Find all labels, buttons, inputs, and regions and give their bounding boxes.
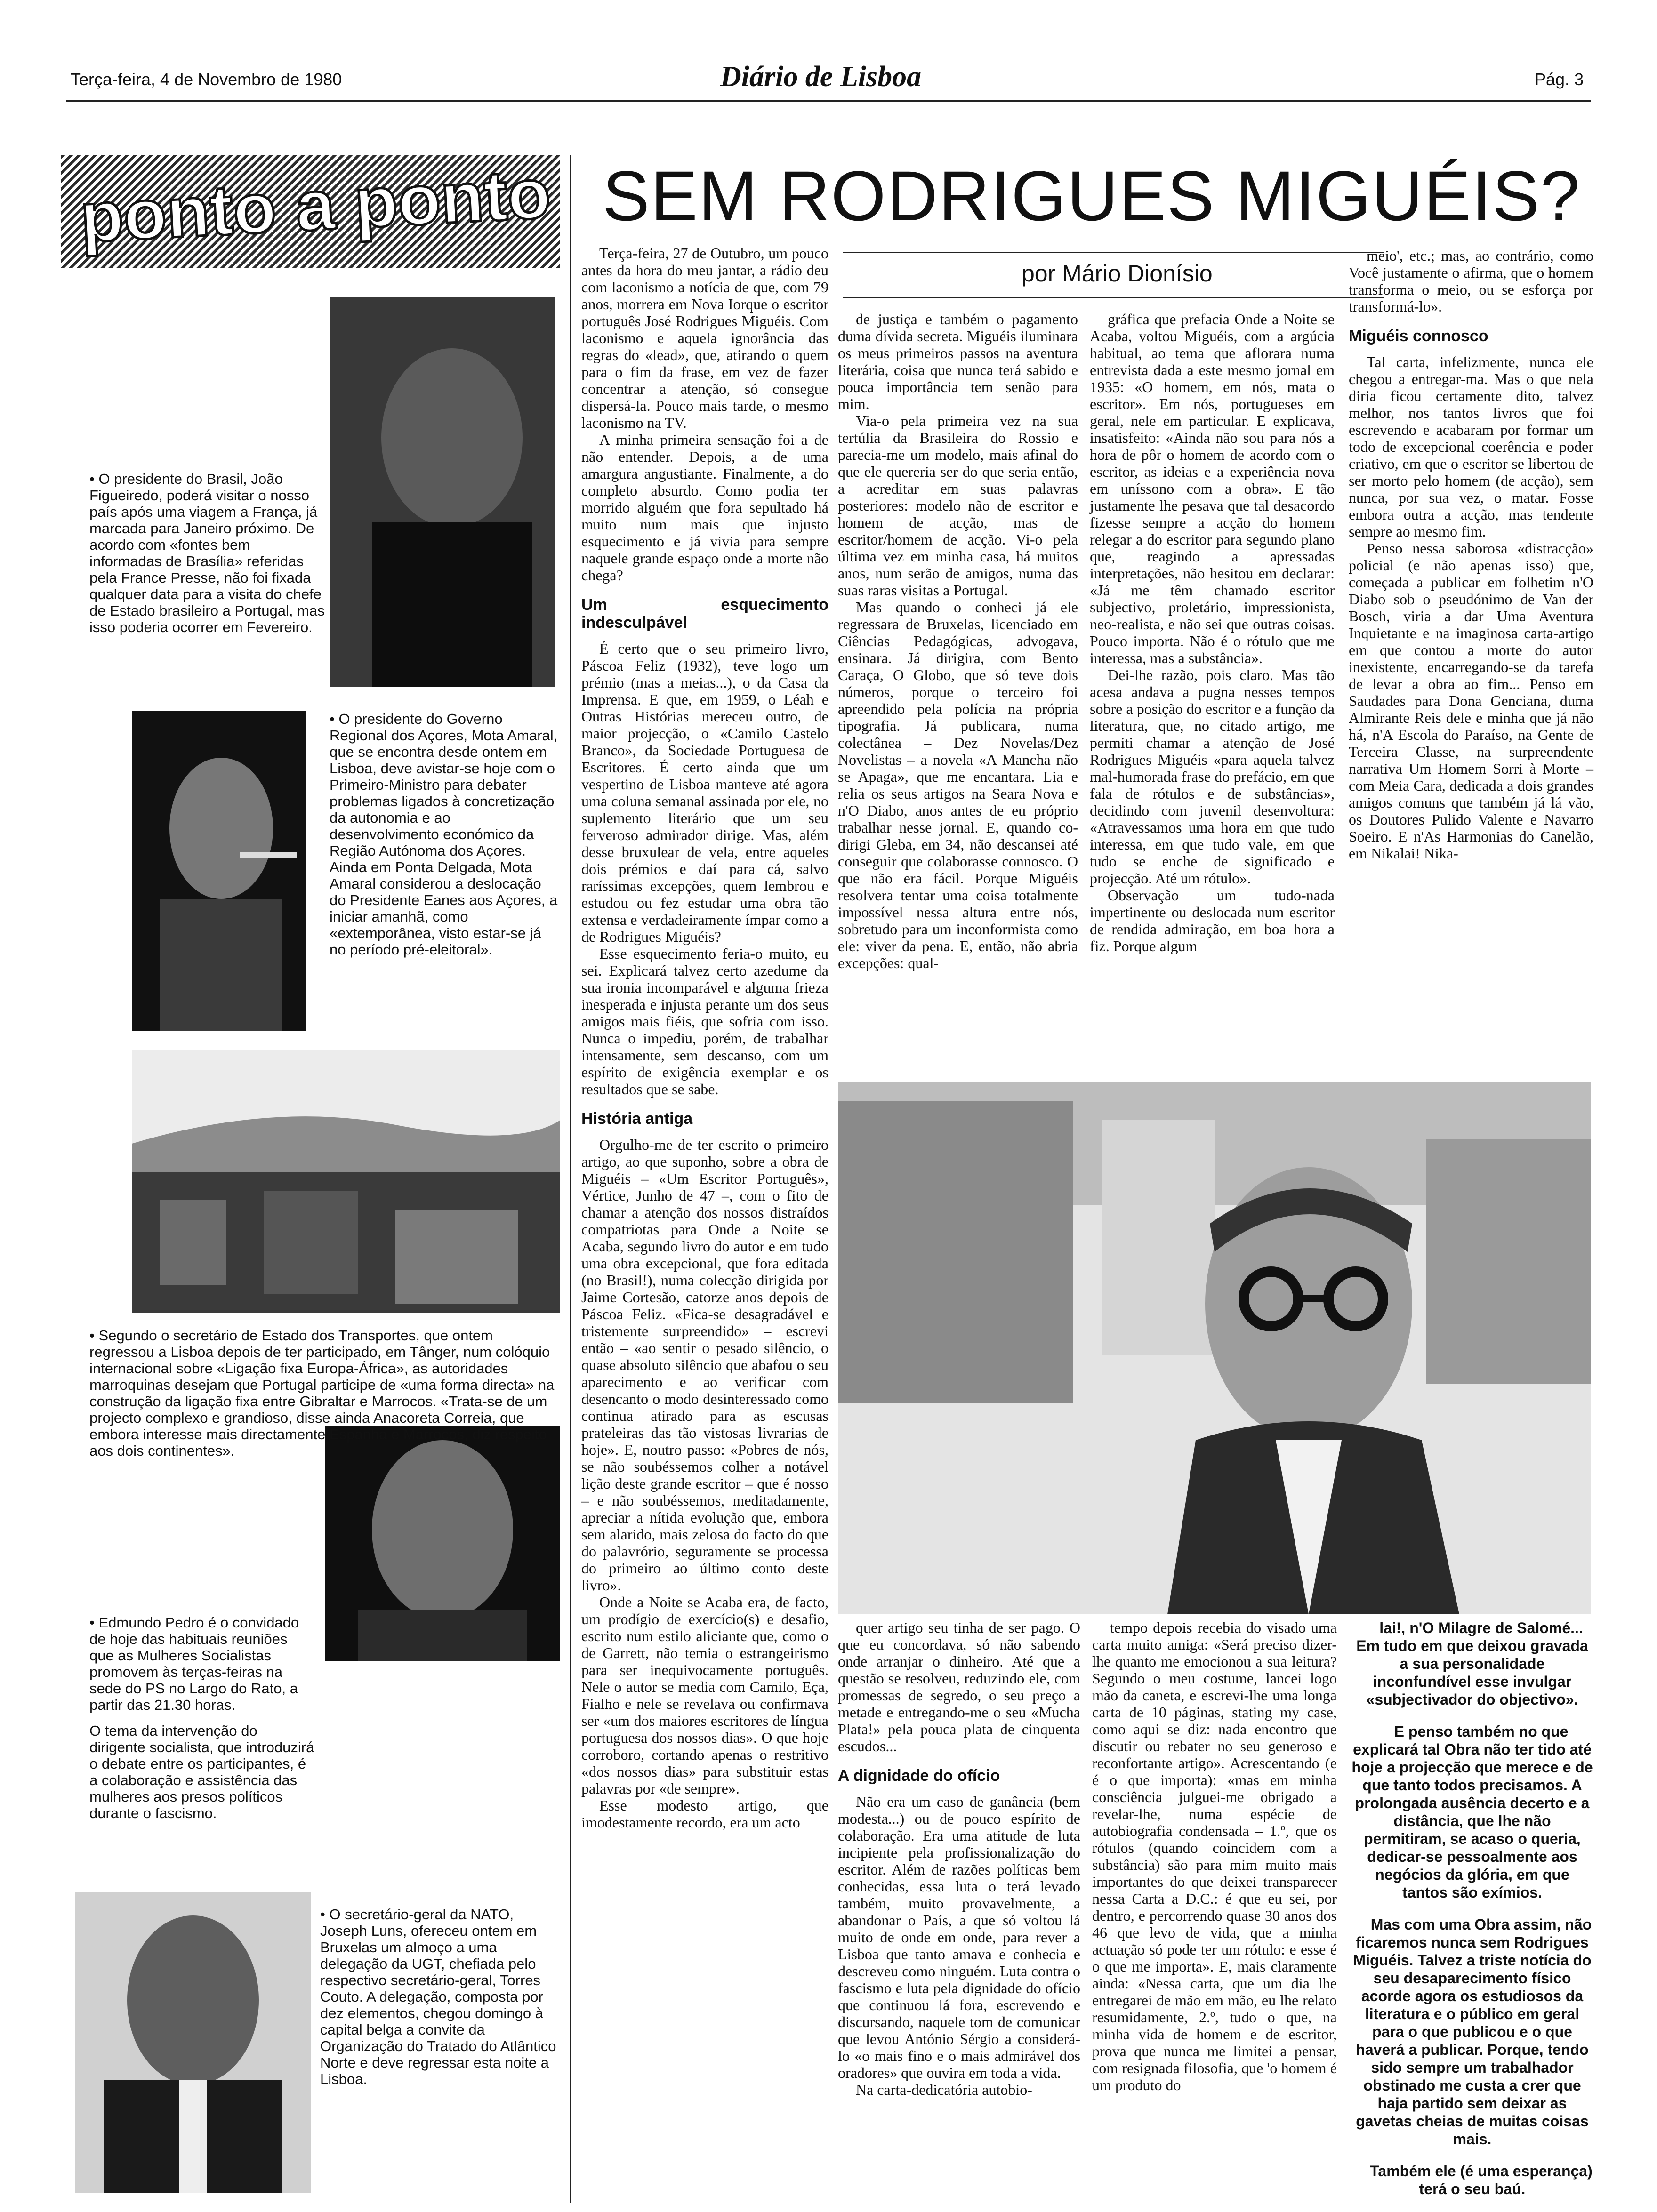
byline-rule-top <box>843 252 1384 253</box>
subhead-historia: História antiga <box>581 1110 693 1128</box>
paragraph: Orgulho-me de ter escrito o primeiro artigo, ao que suponho, sobre a obra de Miguéis – «Um Escritor Português», Vértice, Junho de 47 –, com o fito de chamar a atenção dos nossos distraídos compatriotas para Onde a Noite se Acaba, segundo livro do autor e em tudo uma obra excepcional, que fora editada (no Brasil!), numa colecção dirigida por Jaime Cortesão, catorze anos depois de Páscoa Feliz. «Fica-se desagradável e tristemente surpreendido» – escrevi então – «ao sentir o pesado silêncio, o quase absoluto silêncio que abafou o seu aparecimento e ao verificar com desencanto o modo desinteressado como continua atirado para as escusas prateleiras das tão vistosas livrarias de hoje». E, noutro passo: «Pobres de nós, se não soubéssemos colher a notável lição deste grande escritor – que é nosso – e não soubéssemos, meditadamente, apreciar a nítida evolução que, embora sem alarido, mais zelosa do facto do que do palavrório, seguramente se processa do primeiro ao último conto deste livro». <box>581 1136 828 1594</box>
paragraph: Tal carta, infelizmente, nunca ele chegou a entregar-ma. Mas o que nela diria ficou certamente dito, talvez melhor, nos tantos livros que foi escrevendo e acabaram por formar um todo de excepcional coerência e poder criativo, em que o escritor se libertou de ser morto pelo homem (de acção), sem nunca, por sua vez, o matar. Fosse embora outra a acção, mas tendente sempre ao mesmo fim. <box>1349 353 1593 540</box>
paragraph: tempo depois recebia do visado uma carta muito amiga: «Será preciso dizer-lhe quanto me emocionou a sua leitura? Segundo o meu costume, lancei logo mão da caneta, e escrevi-lhe uma longa carta de 10 páginas, stating my case, como aqui se diz: nada encontro que discutir ou rebater no seu generoso e reconfortante artigo». Acrescentando (e é o que importa): «mas em minha consciência julguei-me obrigado a revelar-lhe, numa espécie de autobiografia condensada – 1.º, que os rótulos (quando coincidem com a substância) são para mim muito mais importantes do que deixei transparecer nessa Carta a D.C.: é que eu sei, por dentro, e percorrendo quase 30 anos dos 46 que levo de vida, que a minha actuação só pode ter um rótulo: e esse é o que me importa». E, mais claramente ainda: «Nessa carta, que um dia lhe entregarei de mão em mão, eu lhe relato resumidamente, 2.º, tudo o que, na minha vida de homem e de escritor, prova que nunca me limitei a pensar, com resignada filosofia, que 'o homem é um produto do <box>1092 1619 1337 2093</box>
article-byline: por Mário Dionísio <box>1022 260 1213 287</box>
migueis-photo <box>838 1082 1591 1614</box>
harbour-photo <box>132 1050 560 1313</box>
article-column-3-lower <box>1092 1619 1337 2203</box>
paragraph: E penso também no que explicará tal Obra não ter tido até hoje a projecção que merece e de que tanto todos precisamos. A prolongada ausência decerto e a distância, que lhe não permitiram, se acaso o queria, dedicar-se pessoalmente aos negócios da glória, em que tantos são exímios. <box>1351 1723 1593 1901</box>
page-number: Pág. 3 <box>1535 70 1584 89</box>
paragraph: Penso nessa saborosa «distracção» policial (e não apenas isso) que, começada a publicar em folhetim n'O Diabo sob o pseudónimo de Van der Bosch, viria a dar Uma Aventura Inquietante e na imaginosa carta-artigo em que contou a morte do autor inexistente, encarregando-se da tarefa de levar a obra ao fim... Penso em Saudades para Dona Genciana, duma Almirante Reis dele e minha que já não há, n'A Escola do Paraíso, na Gente de Terceira Classe, na surpreendente narrativa Um Homem Sorri à Morte – com Meia Cara, dedicada a dois grandes amigos comuns que também já lá vão, os Doutores Pulido Valente e Navarro Soeiro. E n'As Harmonias do Canelão, em Nikalai! Nika- <box>1349 540 1593 862</box>
subhead-dignidade: A dignidade do ofício <box>838 1767 1000 1785</box>
article-title: SEM RODRIGUES MIGUÉIS? <box>603 156 1581 235</box>
article-column-2-lower <box>838 1619 1080 2203</box>
paragraph: meio', etc.; mas, ao contrário, como Você justamente o afirma, que o homem transforma o meio, ou se esforça por transformá-lo». <box>1349 247 1593 315</box>
pedro-photo <box>325 1426 560 1661</box>
brief-transportes: • Segundo o secretário de Estado dos Transportes, que ontem regressou a Lisboa depois de ter participado, em Tânger, num colóquio internacional sobre «Ligação fixa Europa-África», as autoridades marroquinas desejam que Portugal participe de «uma forma directa» na construção da ligação fixa entre Gibraltar e Marrocos. «Trata-se de um projecto complexo e grandioso, disse ainda Anacoreta Correia, que embora interesse mais directamente Espanha e Marrocos, diz respeito aos dois continentes». <box>89 1327 555 1459</box>
paragraph: quer artigo seu tinha de ser pago. O que eu concordava, só não sabendo onde arranjar o dinheiro. Até que a questão se resolveu, reduzindo ele, com promessas de segredo, o seu preço a metade e entregando-me o seu «Mucha Plata!» pela pouca plata de cinquenta escudos... <box>838 1619 1080 1755</box>
amaral-photo <box>132 711 306 1031</box>
section-label-box <box>61 155 560 268</box>
figueiredo-photo <box>330 297 555 687</box>
masthead: Diário de Lisboa <box>720 61 922 93</box>
paragraph: Esse modesto artigo, que imodestamente recordo, era um acto <box>581 1797 828 1831</box>
paragraph: Também ele (é uma esperança) terá o seu baú. <box>1370 2163 1593 2197</box>
paragraph: Não era um caso de ganância (bem modesta...) ou de pouco espírito de colaboração. Era uma atitude de luta incipiente pela profissionalização do escritor. Além de razões políticas bem conhecidas, essa luta o terá levado também, muito provavelmente, a abandonar o País, a que só voltou lá muito de onde em onde, para rever a Lisboa que tanto amava e conhecia e descreveu como ninguém. Luta contra o fascismo e luta pela dignidade do ofício que continuou lá fora, escrevendo e discursando, naquele tom de comunicar que levou António Sérgio a considerá-lo «o mais fino e o mais admirável dos oradores» que ouvira em toda a vida. <box>838 1793 1080 2081</box>
byline-rule-bottom <box>843 297 1384 298</box>
paragraph: Observação um tudo-nada impertinente ou deslocada num escritor de rendida admiração, em boa hora a fiz. Porque algum <box>1090 887 1335 954</box>
brief-pedro-2: O tema da intervenção do dirigente socialista, que introduzirá o debate entre os participantes, é a colaboração e assistência das mulheres aos presos políticos durante o fascismo. <box>89 1723 314 1821</box>
paragraph: Mas quando o conheci já ele regressara de Bruxelas, licenciado em Ciências Pedagógicas, advogava, ensinara. Já dirigira, com Bento Caraça, O Globo, que só teve dois números, porque o terceiro foi apreendido pela polícia na própria tipografia. Já publicara, numa colectânea – Dez Novelas/Dez Novelistas – a novela «A Mancha não se Apaga», que me encantara. Lia e relia os seus artigos na Seara Nova e n'O Diabo, anos antes de eu próprio trabalhar nesse jornal. E, quando co-dirigi Gleba, em 34, não descansei até conseguir que colaborasse connosco. O que não era fácil. Porque Miguéis resolvera tentar uma coisa totalmente impossível nessa altura entre nós, sobretudo para um inconformista como ele: viver da pena. E, então, não abria excepções: qual- <box>838 599 1078 971</box>
brief-amaral: • O presidente do Governo Regional dos Açores, Mota Amaral, que se encontra desde ontem em Lisboa, deve avistar-se hoje com o Primeiro-Ministro para debater problemas ligados à concretização da autonomia e ao desenvolvimento económico da Região Autónoma dos Açores. Ainda em Ponta Delgada, Mota Amaral considerou a deslocação do Presidente Eanes aos Açores, a iniciar amanhã, como «extemporânea, visto estar-se já no período pré-eleitoral». <box>330 711 558 958</box>
article-column-3 <box>1090 311 1335 1064</box>
header-rule <box>66 100 1591 102</box>
paragraph: lai!, n'O Milagre de Salomé... Em tudo em que deixou gravada a sua personalidade inconfundível esse invulgar «subjectivador do objectivo». <box>1356 1619 1588 1708</box>
brief-figueiredo: • O presidente do Brasil, João Figueiredo, poderá visitar o nosso país após uma viagem a França, já marcada para Janeiro próximo. De acordo com «fontes bem informadas de Brasília» referidas pela France Presse, não foi fixada qualquer data para a visita do chefe de Estado brasileiro a Portugal, mas isso poderia ocorrer em Fevereiro. <box>89 471 325 635</box>
paragraph: Dei-lhe razão, pois claro. Mas tão acesa andava a pugna nesses tempos sobre a posição do escritor e a função da literatura, que, no citado artigo, me permiti chamar a atenção de José Rodrigues Miguéis «para aquela talvez mal-humorada frase do prefácio, em que fala de rótulos e de substâncias», decidindo com juvenil desenvoltura: «Atravessamos uma hora em que tudo interessa, em que tudo vale, em que tudo se enche de significado e projecção. Até um rótulo». <box>1090 666 1335 887</box>
paragraph: Mas com uma Obra assim, não ficaremos nunca sem Rodrigues Miguéis. Talvez a triste notícia do seu desaparecimento físico acorde agora os estudiosos da literatura e o público em geral para o que publicou e o que haverá a publicar. Porque, tendo sido sempre um trabalhador obstinado me custa a crer que haja partido sem deixar as gavetas cheias de muitas coisas mais. <box>1353 1916 1592 2148</box>
article-column-1 <box>581 245 828 2203</box>
paragraph: gráfica que prefacia Onde a Noite se Acaba, voltou Miguéis, com a argúcia habitual, ao tema que aflorara numa entrevista dada a este mesmo jornal em 1935: «O homem, em nós, mata o escritor». Em nós, portugueses em geral, nele em particular. E explicava, insatisfeito: «Ainda não sou para nós a hora de pôr o homem de acordo com o escritor, as ideias e a experiência nova em uníssono com a obra». E tão justamente lhe pesava que tal desacordo fizesse sempre a acção do homem relegar a do escritor para segundo plano que, reagindo a apressadas interpretações, não hesitou em declarar: «Já me têm chamado escritor subjectivo, proletário, impressionista, neo-realista, e não sei que outras coisas. Pouco importa. Não é o rótulo que me interessa, mas a substância». <box>1090 311 1335 666</box>
subhead-esquecimento: Um esquecimento indesculpável <box>581 596 828 632</box>
brief-luns: • O secretário-geral da NATO, Joseph Luns, ofereceu ontem em Bruxelas um almoço a uma delegação da UGT, chefiada pelo respectivo secretário-geral, Torres Couto. A delegação, composta por dez elementos, chegou domingo à capital belga a convite da Organização do Tratado do Atlântico Norte e deve regressar esta noite a Lisboa. <box>320 1906 556 2087</box>
subhead-connosco: Miguéis connosco <box>1349 327 1488 345</box>
column-divider <box>570 155 571 2203</box>
paragraph: Na carta-dedicatória autobio- <box>856 2081 1032 2098</box>
article-column-4 <box>1349 247 1593 1108</box>
paragraph: de justiça e também o pagamento duma dívida secreta. Miguéis iluminara os meus primeiros passos na aventura literária, coisa que nunca terá sabido e pouca importância tem senão para mim. <box>838 311 1078 412</box>
paragraph: Esse esquecimento feria-o muito, eu sei. Explicará talvez certo azedume da sua ironia incomparável e alguma frieza inesperada e injusta perante um dos seus amigos mais fiéis, que sofria com isso. Nunca o impediu, porém, de trabalhar intensamente, sem descanso, com um espírito de exigência exemplar e os resultados que se sabe. <box>581 945 828 1098</box>
article-column-2 <box>838 311 1078 1064</box>
header-date: Terça-feira, 4 de Novembro de 1980 <box>71 70 342 89</box>
paragraph: A minha primeira sensação foi a de não entender. Depois, a de uma amargura angustiante. Finalmente, a do completo absurdo. Como podia ter morrido alguém que fora sepultado há muito num mais que injusto esquecimento e já vivia para sempre naquele grande espaço onde a morte não chega? <box>581 431 828 584</box>
luns-photo <box>75 1892 311 2193</box>
brief-pedro: • Edmundo Pedro é o convidado de hoje das habituais reuniões que as Mulheres Socialistas promovem às terças-feiras na sede do PS no Largo do Rato, a partir das 21.30 horas. <box>89 1614 299 1713</box>
paragraph: É certo que o seu primeiro livro, Páscoa Feliz (1932), teve logo um prémio (mas a meias...), o da Casa da Imprensa. E que, em 1959, o Léah e Outras Histórias mereceu outro, de maior projecção, o «Camilo Castelo Branco», da Sociedade Portuguesa de Escritores. É certo ainda que um vespertino de Lisboa manteve até agora uma coluna semanal assinada por ele, no suplemento literário que um seu ferveroso admirador dirige. Mas, além desse bruxulear de vela, entre aqueles dois prémios e daí para cá, salvo raríssimas excepções, quem lembrou e estudou ou fez estudar uma obra tão extensa e verdadeiramente ímpar como a de Rodrigues Miguéis? <box>581 640 828 945</box>
paragraph: Via-o pela primeira vez na sua tertúlia da Brasileira do Rossio e parecia-me um modelo, mais afinal do que ele quereria ser do que seria então, a acreditar em suas palavras posteriores: modelo não de escritor e homem de acção, mas de escritor/homem de acção. Vi-o pela última vez em minha casa, há muitos anos, num serão de amigos, numa das suas raras visitas a Portugal. <box>838 412 1078 599</box>
paragraph: Terça-feira, 27 de Outubro, um pouco antes da hora do meu jantar, a rádio deu com laconismo a notícia de que, com 79 anos, morrera em Nova Iorque o escritor português José Rodrigues Miguéis. Com laconismo e aquela ignorância das regras do «lead», que, atirando o quem para o fim da frase, em vez de fazer concentrar a atenção, só consegue dispersá-la. Pouco mais tarde, o mesmo laconismo na TV. <box>581 245 828 431</box>
paragraph: Onde a Noite se Acaba era, de facto, um prodígio de exercício(s) e desafio, escrito num estilo aliciante que, como o de Garrett, não temia o estrangeirismo para ser inequivocamente português. Nele o autor se media com Camilo, Eça, Fialho e nele se revelava ou confirmava ser «um dos maiores escritores de língua portuguesa dos nossos dias». O que hoje corroboro, cortando apenas o restritivo «dos nossos dias» para substituir estas palavras por «de sempre». <box>581 1594 828 1797</box>
article-column-4-lower <box>1351 1619 1593 2203</box>
section-label: ponto a ponto <box>78 153 553 257</box>
